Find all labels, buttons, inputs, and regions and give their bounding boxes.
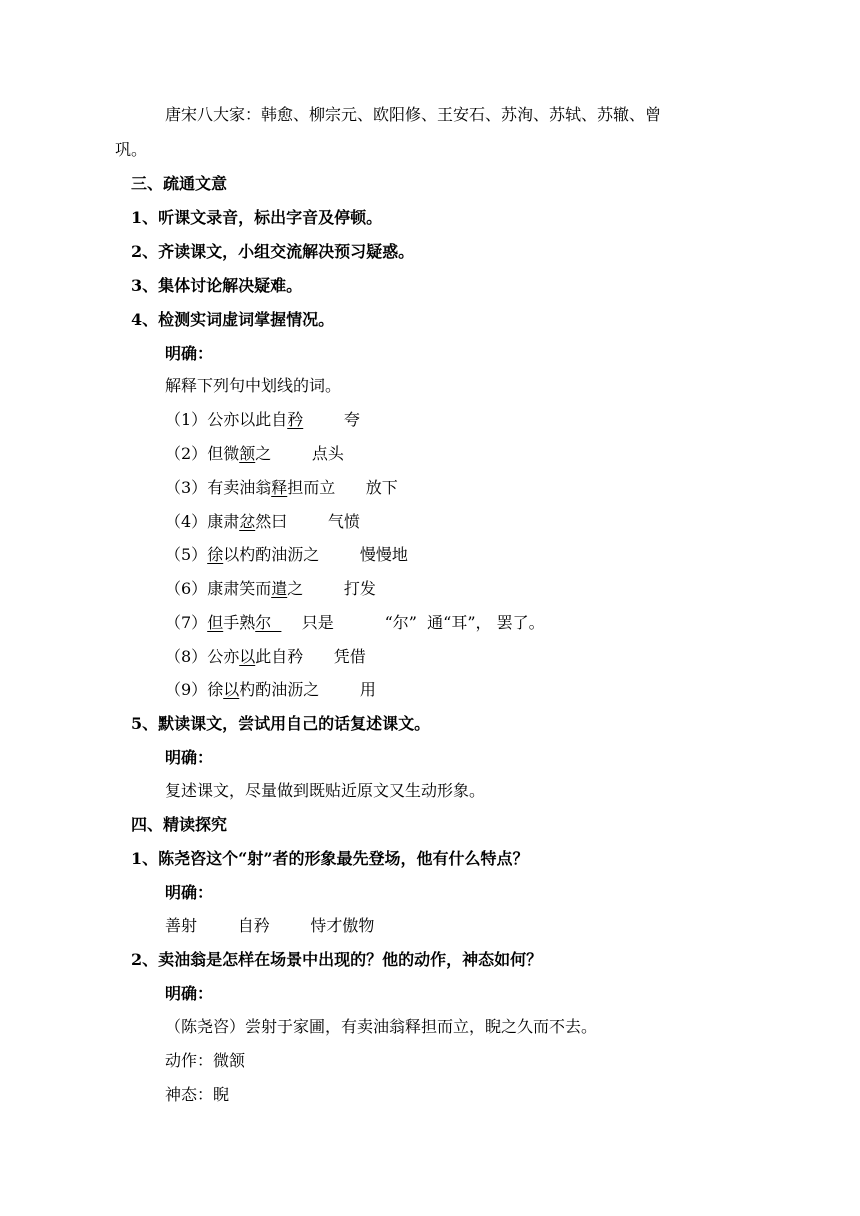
vocab-item xyxy=(165,646,366,668)
question-2-quote: （陈尧咨）尝射于家圃，有卖油翁释担而立，睨之久而不去。 xyxy=(165,1017,598,1036)
mingque-label: 明确： xyxy=(165,344,214,363)
mingque-label: 明确： xyxy=(165,883,214,902)
item-number: （7） xyxy=(165,613,208,632)
underlined-word: 尔 xyxy=(255,613,282,632)
item-answer: 打发 xyxy=(343,579,376,598)
item-text: 之 xyxy=(287,579,304,598)
item-text: 杓酌油沥之 xyxy=(239,680,320,699)
vocab-item xyxy=(165,578,376,600)
item-text: 以杓酌油沥之 xyxy=(223,545,320,564)
vocab-item-7 xyxy=(165,612,545,634)
item-text: 之 xyxy=(255,444,272,463)
item-answer: 点头 xyxy=(311,444,344,463)
underlined-word: 以 xyxy=(223,680,240,699)
spacer xyxy=(303,410,344,429)
item-number: （3） xyxy=(165,478,208,497)
section-4-heading: 四、精读探究 xyxy=(131,815,228,834)
step-4: 4、检测实词虚词掌握情况。 xyxy=(131,310,335,329)
item-text: 手熟 xyxy=(223,613,256,632)
underlined-word: 但 xyxy=(207,613,224,632)
vocab-item xyxy=(165,679,376,701)
underlined-word: 忿 xyxy=(239,512,256,531)
underlined-word: 徐 xyxy=(207,545,224,564)
item-text: 然曰 xyxy=(255,512,288,531)
action-line: 动作：微颔 xyxy=(165,1051,246,1070)
spacer xyxy=(335,478,366,497)
spacer xyxy=(281,613,301,632)
item-number: （8） xyxy=(165,647,208,666)
question-2: 2、卖油翁是怎样在场景中出现的？他的动作，神态如何？ xyxy=(131,950,543,969)
item-text: 康肃 xyxy=(207,512,240,531)
item-text: 公亦 xyxy=(207,647,240,666)
mingque-label: 明确： xyxy=(165,984,214,1003)
spacer xyxy=(319,680,360,699)
step-5-answer: 复述课文，尽量做到既贴近原文又生动形象。 xyxy=(165,781,486,800)
section-3-heading: 三、疏通文意 xyxy=(131,174,228,193)
spacer xyxy=(303,579,344,598)
item-number: （4） xyxy=(165,512,208,531)
item-number: （2） xyxy=(165,444,208,463)
underlined-word: 颔 xyxy=(239,444,256,463)
item-text: 此自矜 xyxy=(255,647,304,666)
underlined-word: 矜 xyxy=(287,410,304,429)
vocab-item xyxy=(165,511,360,533)
item-answer: 放下 xyxy=(365,478,398,497)
underlined-word: 遣 xyxy=(271,579,288,598)
instruction: 解释下列句中划线的词。 xyxy=(165,376,342,395)
item-answer: 夸 xyxy=(343,410,360,429)
item-text: 担而立 xyxy=(287,478,336,497)
item-text: 但微 xyxy=(207,444,240,463)
vocab-item xyxy=(165,544,408,566)
item-text: 公亦以此自 xyxy=(207,410,288,429)
vocab-item xyxy=(165,409,360,431)
item-answer: 凭借 xyxy=(333,647,366,666)
item-text: 有卖油翁 xyxy=(207,478,272,497)
item-answer: 气愤 xyxy=(327,512,360,531)
expression-line: 神态：睨 xyxy=(165,1085,230,1104)
intro-line-1: 唐宋八大家：韩愈、柳宗元、欧阳修、王安石、苏洵、苏轼、苏辙、曾 xyxy=(165,105,662,124)
underlined-word: 释 xyxy=(271,478,288,497)
question-1: 1、陈尧咨这个“射”者的形象最先登场，他有什么特点？ xyxy=(131,849,529,868)
spacer xyxy=(287,512,328,531)
item-answer: 慢慢地 xyxy=(359,545,408,564)
item-answer: 用 xyxy=(359,680,376,699)
item-text: 康肃笑而 xyxy=(207,579,272,598)
spacer xyxy=(271,444,312,463)
step-3: 3、集体讨论解决疑难。 xyxy=(131,276,303,295)
item-number: （6） xyxy=(165,579,208,598)
step-1: 1、听课文录音，标出字音及停顿。 xyxy=(131,208,383,227)
vocab-item xyxy=(165,443,344,465)
step-2: 2、齐读课文，小组交流解决预习疑惑。 xyxy=(131,242,415,261)
item-text: 徐 xyxy=(207,680,224,699)
item-answer: 只是 xyxy=(301,613,334,632)
spacer xyxy=(303,647,334,666)
intro-line-2: 巩。 xyxy=(115,140,148,159)
underlined-word: 以 xyxy=(239,647,256,666)
spacer xyxy=(319,545,360,564)
vocab-item xyxy=(165,477,398,499)
mingque-label: 明确： xyxy=(165,748,214,767)
item-number: （5） xyxy=(165,545,208,564)
step-5: 5、默读课文，尝试用自己的话复述课文。 xyxy=(131,714,431,733)
spacer xyxy=(334,613,385,632)
question-1-answer: 善射 自矜 恃才傲物 xyxy=(165,916,375,935)
item-number: （9） xyxy=(165,680,208,699)
item-answer-note: “尔” 通“耳”， 罢了。 xyxy=(384,613,545,632)
item-number: （1） xyxy=(165,410,208,429)
